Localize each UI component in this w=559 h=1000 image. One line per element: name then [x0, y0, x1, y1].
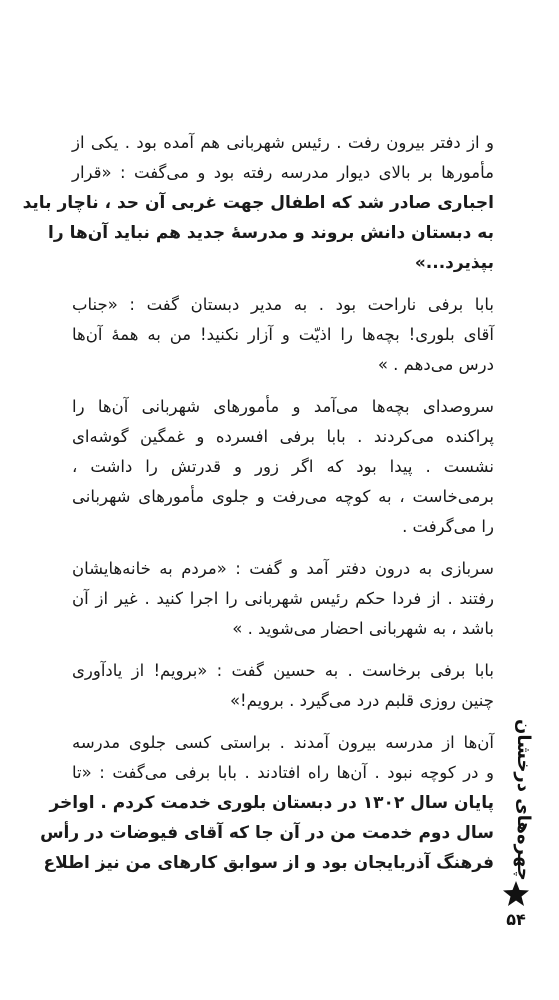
- text-line: رفتند . از فردا حکم رئیس شهربانی را اجرا کنید . غیر از آن: [72, 589, 494, 608]
- text-line: بابا برفی برخاست . به حسین گفت : «برویم! از یادآوری: [72, 661, 494, 680]
- text-line: باشد ، به شهربانی احضار می‌شوید . »: [232, 619, 494, 638]
- text-line: بپذیرد...»: [414, 253, 494, 273]
- body-text: [22, 128, 494, 878]
- text-line: به دبستان دانش بروند و مدرسهٔ جدید هم نباید آن‌ها را: [48, 223, 494, 243]
- text-line: و از دفتر بیرون رفت . رئیس شهربانی هم آمده بود . یکی از: [72, 133, 494, 152]
- paragraph-gap: [72, 380, 494, 392]
- paragraph-gap: [72, 716, 494, 728]
- text-line: چنین روزی قلبم درد می‌گیرد . برویم!»: [229, 691, 494, 710]
- text-line: نشست . پیدا بود که اگر زور و قدرتش را داشت ،: [72, 457, 494, 476]
- text-line: سال دوم خدمت من در آن جا که آقای فیوضات در رأس: [40, 823, 494, 843]
- text-line: سربازی به درون دفتر آمد و گفت : «مردم به خانه‌هایشان: [72, 559, 494, 578]
- text-line: برمی‌خاست ، به کوچه می‌رفت و جلوی مأمورهای شهربانی: [72, 487, 494, 506]
- text-line: آن‌ها از مدرسه بیرون آمدند . براستی کسی جلوی مدرسه: [72, 733, 494, 752]
- text-line: سروصدای بچه‌ها می‌آمد و مأمورهای شهربانی آن‌ها را: [72, 397, 494, 416]
- text-line: را می‌گرفت .: [402, 517, 494, 536]
- text-line: درس می‌دهم . »: [377, 355, 494, 374]
- text-line: بابا برفی ناراحت بود . به مدیر دبستان گفت : «جناب: [72, 295, 494, 314]
- text-line: اجباری صادر شد که اطفال جهت غربی آن حد ، ناچار باید: [22, 193, 494, 213]
- text-line: و در کوچه نبود . آن‌ها راه افتادند . بابا برفی می‌گفت : «تا: [72, 763, 494, 782]
- page-number: ۵۴: [506, 910, 526, 929]
- paragraph-gap: [72, 644, 494, 656]
- star-icon: [502, 880, 530, 908]
- paragraph-gap: [72, 278, 494, 290]
- text-line: فرهنگ آذربایجان بود و از سوابق کارهای من نیز اطلاع: [43, 853, 494, 873]
- running-title: چهره‌های درخشان: [513, 719, 534, 881]
- text-line: مأمورها بر بالای دیوار مدرسه رفته بود و می‌گفت : «قرار: [72, 163, 494, 182]
- text-line: آقای بلوری! بچه‌ها را اذیّت و آزار نکنید! من به همهٔ آن‌ها: [72, 325, 494, 344]
- paragraph-gap: [72, 542, 494, 554]
- text-line: پراکنده می‌کردند . بابا برفی افسرده و غمگین گوشه‌ای: [72, 427, 494, 446]
- text-line: پایان سال ۱۳۰۲ در دبستان بلوری خدمت کردم . اواخر: [49, 793, 494, 813]
